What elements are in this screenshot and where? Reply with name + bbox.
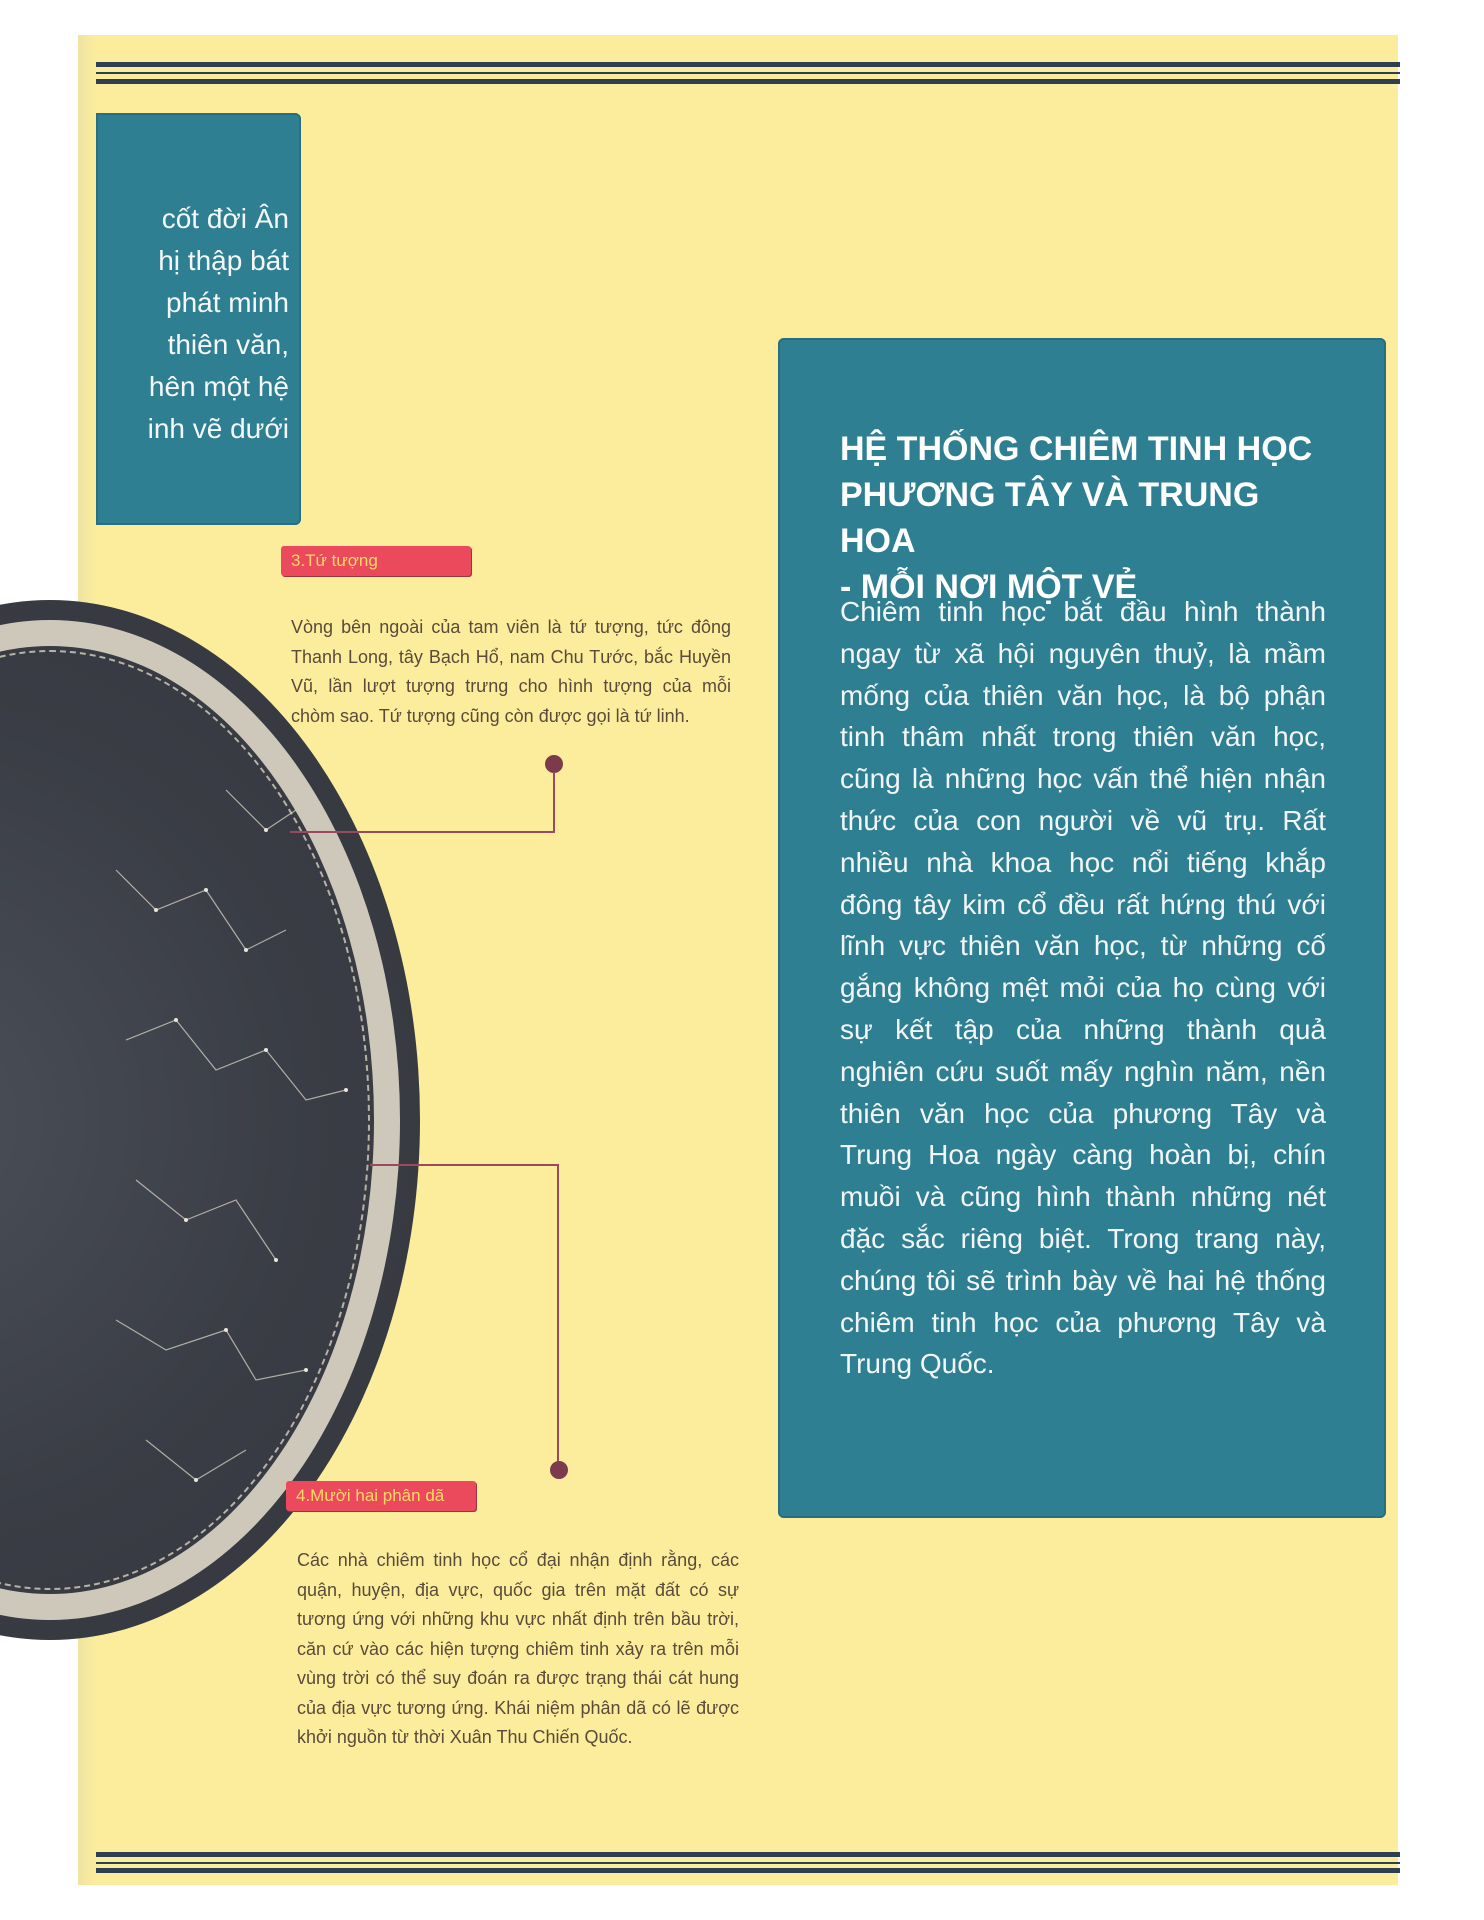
top-rule-thin (96, 72, 1400, 74)
callout-line-horizontal-4 (370, 1164, 558, 1166)
intro-text-panel (96, 113, 301, 525)
main-body-text: Chiêm tinh học bắt đầu hình thành ngay từ xã hội nguyên thuỷ, là mầm mống của thiên văn học, là bộ phận tinh thâm nhất trong thiên văn học, cũng là những học vấn thể hiện nhận thức của con người về vũ trụ. Rất nhiều nhà khoa học nổi tiếng khắp đông tây kim cổ đều rất hứng thú với lĩnh vực thiên văn học, từ những cố gắng không mệt mỏi của họ cùng với sự kết tập của những thành quả nghiên cứu suốt mấy nghìn năm, nền thiên văn học của phương Tây và Trung Hoa ngày càng hoàn bị, chín muồi và cũng hình thành những nét đặc sắc riêng biệt. Trong trang này, chúng tôi sẽ trình bày về hai hệ thống chiêm tinh học của phương Tây và Trung Quốc. (840, 596, 1326, 1380)
callout-label-tu-tuong: 3.Tứ tượng (281, 546, 471, 576)
bottom-rule-thick (96, 1852, 1400, 1857)
callout-line-vertical-4 (557, 1164, 559, 1464)
callout-line-horizontal-3 (290, 831, 555, 833)
callout-dot-phan-da (550, 1461, 568, 1479)
intro-text: cốt đời Ân hị thập bát phát minh thiên văn, hên một hệ inh vẽ dưới (147, 203, 289, 444)
top-rule-thick (96, 62, 1400, 67)
star-map-constellations (96, 620, 416, 1620)
bottom-rule-thick-2 (96, 1868, 1400, 1873)
callout-line-vertical-3 (553, 772, 555, 832)
callout-text-tu-tuong: Vòng bên ngoài của tam viên là tứ tượng, tức đông Thanh Long, tây Bạch Hổ, nam Chu Tước, bắc Huyền Vũ, lần lượt tượng trưng cho hình tượng của mỗi chòm sao. Tứ tượng cũng còn được gọi là tứ linh. (291, 617, 731, 726)
callout-label-phan-da: 4.Mười hai phân dã (286, 1481, 476, 1511)
bottom-rule-thin (96, 1862, 1400, 1864)
main-title: HỆ THỐNG CHIÊM TINH HỌC PHƯƠNG TÂY VÀ TRUNG HOA - MỖI NƠI MỘT VẺ (840, 430, 1313, 606)
callout-text-phan-da: Các nhà chiêm tinh học cổ đại nhận định rằng, các quận, huyện, địa vực, quốc gia trên mặt đất có sự tương ứng với những khu vực nhất định trên bầu trời, căn cứ vào các hiện tượng chiêm tinh xảy ra trên mỗi vùng trời có thể suy đoán ra được trạng thái cát hung của địa vực tương ứng. Khái niệm phân dã có lẽ được khởi nguồn từ thời Xuân Thu Chiến Quốc. (297, 1550, 739, 1747)
callout-dot-tu-tuong (545, 755, 563, 773)
main-text-panel (778, 338, 1386, 1518)
top-rule-thick-2 (96, 79, 1400, 84)
